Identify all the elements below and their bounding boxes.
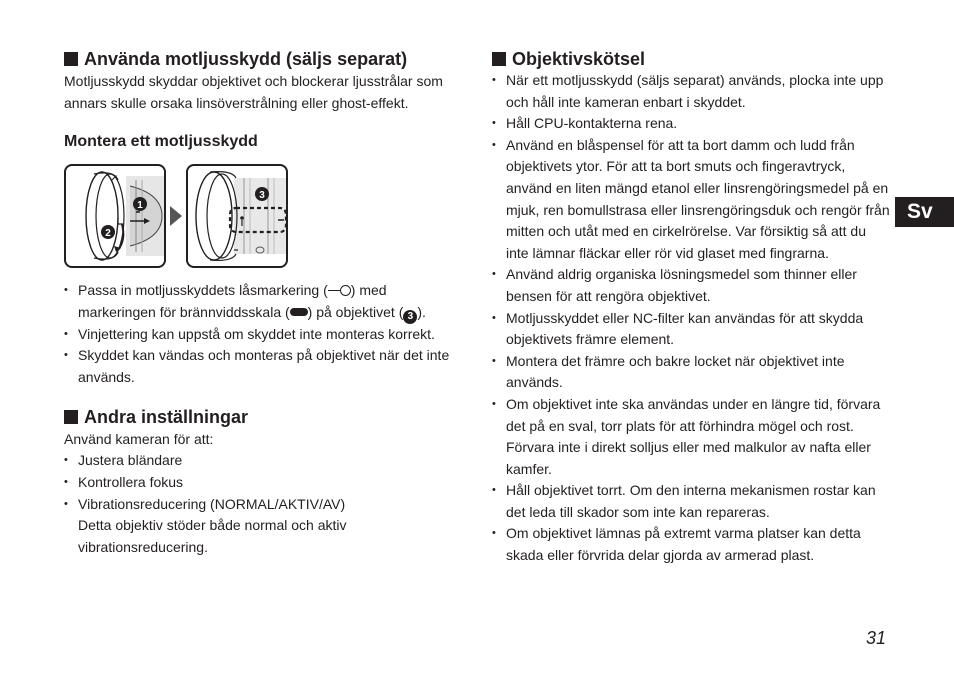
heading-square-icon [492,52,506,66]
list-item: • Kontrollera fokus [64,472,464,494]
section-heading-other-settings [64,406,464,428]
list-item: • Håll CPU-kontakterna rena. [492,113,892,135]
lens-hood-intro: Motljusskydd skyddar objektivet och blockerar ljusstrålar som annars skulle orsaka linsöverstrålning eller ghost-effekt. [64,73,443,111]
heading-square-icon [64,410,78,424]
section-heading-lens-care [492,48,892,70]
right-column [492,48,892,567]
list-item: • Justera bländare [64,450,464,472]
list-item: • Montera det främre och bakre locket när objektivet inte används. [492,351,892,394]
list-item: • Om objektivet lämnas på extremt varma platser kan detta skada eller förvrida delar gjorda av armerad plast. [492,523,892,566]
list-item: • Håll objektivet torrt. Om den interna mekanismen rostar kan det leda till skador som inte kan repareras. [492,480,892,523]
section-title: Objektivskötsel [512,49,646,69]
lock-mark-circle-icon [340,285,351,296]
other-settings-list [64,450,464,558]
section-title: Andra inställningar [84,407,249,428]
callout-2: 2 [105,228,111,239]
page-number: 31 [866,628,887,648]
hood-attach-figures [64,164,464,268]
hood-mounted-illustration [188,166,286,266]
next-step-arrow-icon [170,206,182,226]
list-item: • Använd en blåspensel för att ta bort damm och ludd från objektivets ytor. För att ta bort smuts och fingeravtryck, använd en liten mängd etanol eller linsrengöringsmedel på en mjuk, ren bomullstrasa eller linsrengöringsduk och rengör från mitten och utåt med en cirkelrörelse. Var försiktig så att du inte lämnar fläckar eller rör vid glaset med fingrarna. [492,135,892,265]
callout-3: 3 [259,190,265,201]
list-item: • Använd aldrig organiska lösningsmedel som thinner eller bensen för att rengöra objektivet. [492,264,892,307]
lens-care-list [492,70,892,567]
dash-icon [328,290,340,292]
heading-square-icon [64,52,78,66]
list-item: • Skyddet kan vändas och monteras på objektivet när det inte används. [64,345,464,388]
section-heading-lens-hood [64,48,464,70]
subheading-attach-hood: Montera ett motljusskydd [64,133,258,150]
list-item: • Vibrationsreducering (NORMAL/AKTIV/AV) Detta objektiv stöder både normal och aktiv vibrationsreducering. [64,494,464,559]
list-item: • Passa in motljusskyddets låsmarkering ( ) med markeringen för brännviddsskala ( ) på objektivet ( 3 ). [64,280,464,324]
list-item: • När ett motljusskydd (säljs separat) används, plocka inte upp och håll inte kameran enbart i skyddet. [492,70,892,113]
section-title: Använda motljusskydd (säljs separat) [84,49,408,69]
list-item: • Motljusskyddet eller NC-filter kan användas för att skydda objektivets främre element. [492,308,892,351]
list-item: • Om objektivet inte ska användas under en längre tid, förvara det på en sval, torr plats för att förhindra mögel och rost. Förvara inte i direkt solljus eller med malkulor av nafta eller kamfer. [492,394,892,480]
hood-bullet-list [64,280,464,388]
list-item: • Vinjettering kan uppstå om skyddet inte monteras korrekt. [64,324,464,346]
language-tab: Sv [895,197,954,227]
figure-align-hood [64,164,166,268]
callout-1: 1 [137,200,143,211]
figure-hood-mounted [186,164,288,268]
left-column [64,48,464,558]
callout-3-icon: 3 [403,310,417,324]
focal-length-mark-icon [290,308,308,316]
hood-align-illustration [66,166,164,266]
other-settings-intro: Använd kameran för att: [64,431,214,448]
